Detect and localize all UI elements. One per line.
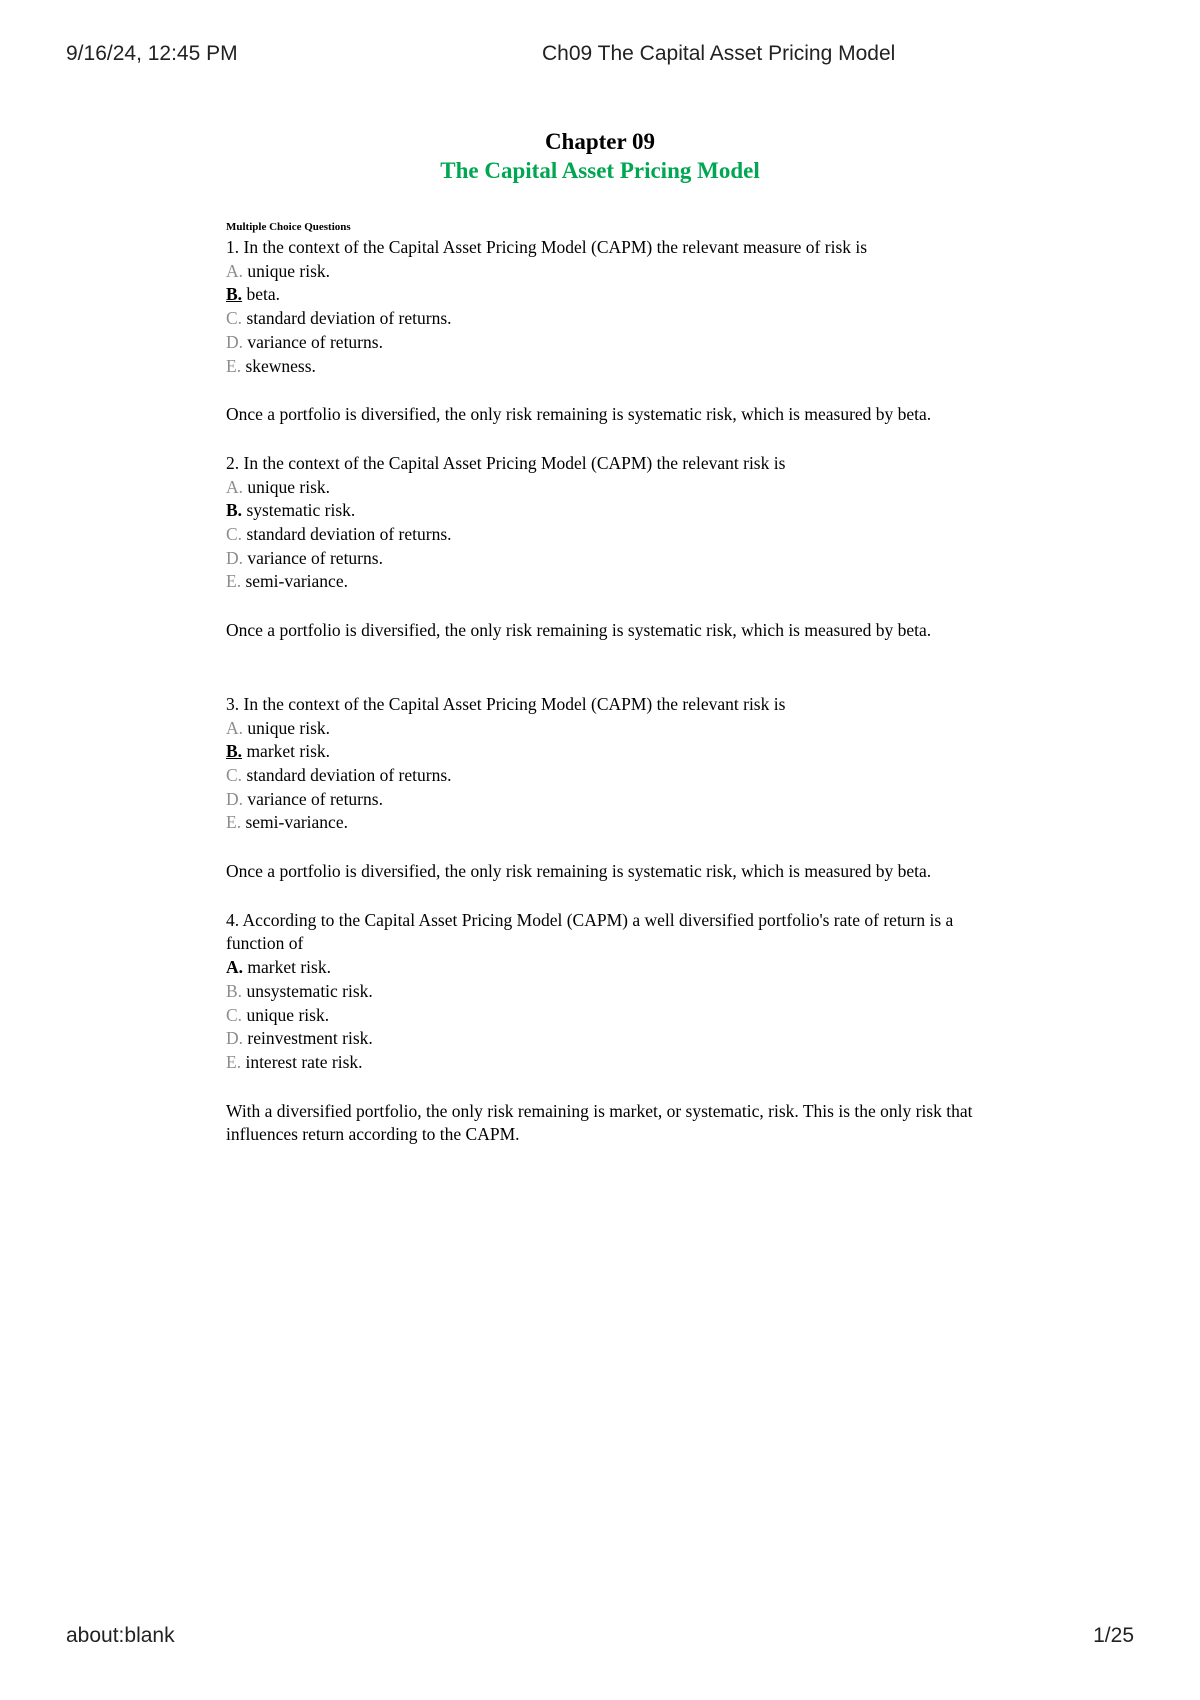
explanation: Once a portfolio is diversified, the only risk remaining is systematic risk, which is measured by beta. (226, 861, 932, 882)
option-d: D. variance of returns. (226, 547, 383, 568)
option-e: E. semi-variance. (226, 812, 348, 833)
question-text: 3. In the context of the Capital Asset Pricing Model (CAPM) the relevant risk is (226, 693, 786, 714)
question-3 (226, 693, 1006, 884)
option-b-correct: B. market risk. (226, 741, 331, 762)
option-b-correct: B. beta. (226, 284, 280, 305)
option-d: D. reinvestment risk. (226, 1028, 373, 1049)
option-c: C. standard deviation of returns. (226, 764, 452, 785)
option-a: A. unique risk. (226, 717, 331, 738)
question-list (226, 220, 1006, 1147)
section-label: Multiple Choice Questions (226, 221, 351, 233)
question-text: 4. According to the Capital Asset Pricing Model (CAPM) a well diversified portfolio's rate of return is a function of (226, 909, 954, 954)
option-b: B. unsystematic risk. (226, 980, 373, 1001)
explanation: With a diversified portfolio, the only risk remaining is market, or systematic, risk. This is the only risk that influences return according to the CAPM. (226, 1100, 973, 1145)
option-b-correct: B. systematic risk. (226, 500, 356, 521)
page-url: about:blank (66, 1624, 175, 1647)
chapter-heading (0, 128, 1200, 186)
option-c: C. standard deviation of returns. (226, 524, 452, 545)
question-4 (226, 909, 1006, 1147)
option-e: E. semi-variance. (226, 571, 348, 592)
option-e: E. interest rate risk. (226, 1051, 363, 1072)
print-date: 9/16/24, 12:45 PM (66, 42, 238, 65)
option-d: D. variance of returns. (226, 331, 383, 352)
page-number: 1/25 (1093, 1624, 1134, 1647)
option-d: D. variance of returns. (226, 788, 383, 809)
chapter-title: The Capital Asset Pricing Model (440, 158, 760, 183)
explanation: Once a portfolio is diversified, the only risk remaining is systematic risk, which is measured by beta. (226, 404, 932, 425)
option-c: C. unique risk. (226, 1004, 330, 1025)
question-text: 1. In the context of the Capital Asset Pricing Model (CAPM) the relevant measure of risk is (226, 237, 868, 257)
question-text: 2. In the context of the Capital Asset Pricing Model (CAPM) the relevant risk is (226, 452, 786, 473)
explanation: Once a portfolio is diversified, the only risk remaining is systematic risk, which is measured by beta. (226, 620, 932, 641)
print-footer (66, 1624, 1134, 1654)
option-c: C. standard deviation of returns. (226, 308, 452, 329)
option-a-correct: A. market risk. (226, 957, 331, 978)
option-a: A. unique risk. (226, 260, 331, 281)
print-title: Ch09 The Capital Asset Pricing Model (542, 42, 896, 65)
option-a: A. unique risk. (226, 476, 331, 497)
print-header (66, 42, 1134, 72)
option-e: E. skewness. (226, 355, 316, 376)
chapter-number: Chapter 09 (544, 129, 656, 154)
question-1 (226, 236, 1006, 427)
question-2 (226, 452, 1006, 643)
